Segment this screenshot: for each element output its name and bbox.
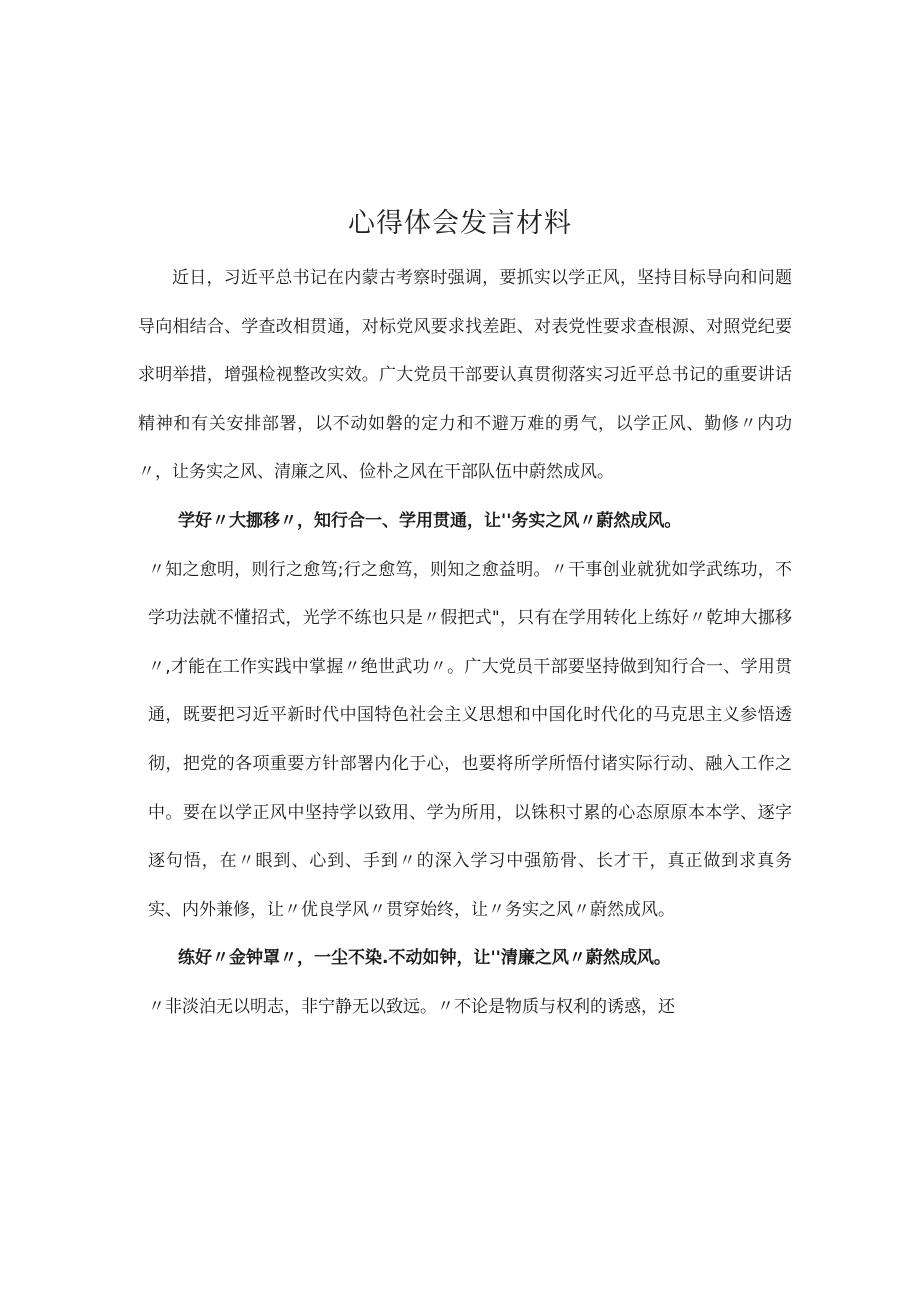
- section-2-paragraph: 〃非淡泊无以明志，非宁静无以致远。〃不论是物质与权利的诱惑，还: [148, 996, 675, 1017]
- section-1-paragraph: 〃知之愈明，则行之愈笃;行之愈笃，则知之愈益明。〃干事创业就犹如学武练功，不学功法就不懂招式，光学不练也只是〃假把式"，只有在学用转化上练好〃乾坤大挪移〃,才能在工作实践中掌握〃绝世武功〃。广大党员干部要坚持做到知行合一、学用贯通，既要把习近平新时代中国特色社会主义思想和中国化时代化的马克思主义参悟透彻，把党的各项重要方针部署内化于心，也要将所学所悟付诸实际行动、融入工作之中。要在以学正风中坚持学以致用、学为所用，以铢积寸累的心态原原本本学、逐字逐句悟，在〃眼到、心到、手到〃的深入学习中强筋骨、长才干，真正做到求真务实、内外兼修，让〃优良学风〃贯穿始终，让〃务实之风〃蔚然成风。: [148, 559, 792, 920]
- document-body: [138, 254, 792, 1032]
- document-title: 心得体会发言材料: [348, 208, 572, 239]
- section-heading-1: 学好〃大挪移〃，知行合一、学用贯通，让''务实之风〃蔚然成风。: [178, 510, 682, 531]
- section-heading-2: 练好〃金钟罩〃，一尘不染.不动如钟，让''清廉之风〃蔚然成风。: [178, 948, 671, 969]
- intro-paragraph: 近日，习近平总书记在内蒙古考察时强调，要抓实以学正风，坚持目标导向和问题导向相结合、学查改相贯通，对标党风要求找差距、对表党性要求查根源、对照党纪要求明举措，增强检视整改实效。广大党员干部要认真贯彻落实习近平总书记的重要讲话精神和有关安排部署，以不动如磐的定力和不避万难的勇气，以学正风、勤修〃内功〃，让务实之风、清廉之风、俭朴之风在干部队伍中蔚然成风。: [138, 268, 792, 483]
